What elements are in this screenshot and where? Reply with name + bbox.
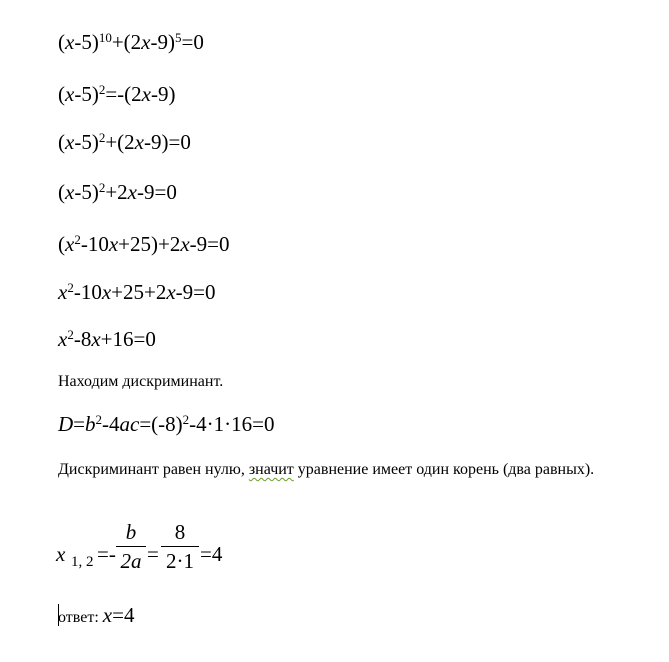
- answer-line: ответ: x=4: [58, 603, 135, 627]
- find-discriminant-text: Находим дискриминант.: [58, 373, 224, 390]
- equation-3: $(x-5)^2+(2x-9)=0$: [58, 130, 191, 154]
- fraction-b-over-2a: b 2a: [116, 520, 146, 573]
- equation-1: $(x-5)^{10}+(2x-9)^5=0$: [58, 30, 204, 54]
- equation-5: $(x^2-10x+25)+2x-9=0$: [58, 232, 230, 256]
- equation-6: $x^2-10x+25+2x-9=0$: [58, 280, 216, 304]
- equation-2: $(x-5)^2=-(2x-9)$: [58, 82, 176, 106]
- discriminant-zero-text: Дискриминант равен нулю, значит уравнение имеет один корень (два равных).: [58, 461, 595, 478]
- fraction-8-over-2x1: 8 2·1: [161, 520, 199, 573]
- equation-4: $(x-5)^2+2x-9=0$: [58, 180, 177, 204]
- roots-formula: x 1, 2 =- b 2a = 8 2·1 =4: [56, 520, 223, 573]
- spellcheck-underlined-word: значит: [248, 461, 294, 478]
- equation-7: $x^2-8x+16=0$: [58, 327, 156, 351]
- discriminant-formula: $D=b^2-4ac=(-8)^2-4\cdot 1\cdot 16=0$: [58, 412, 275, 436]
